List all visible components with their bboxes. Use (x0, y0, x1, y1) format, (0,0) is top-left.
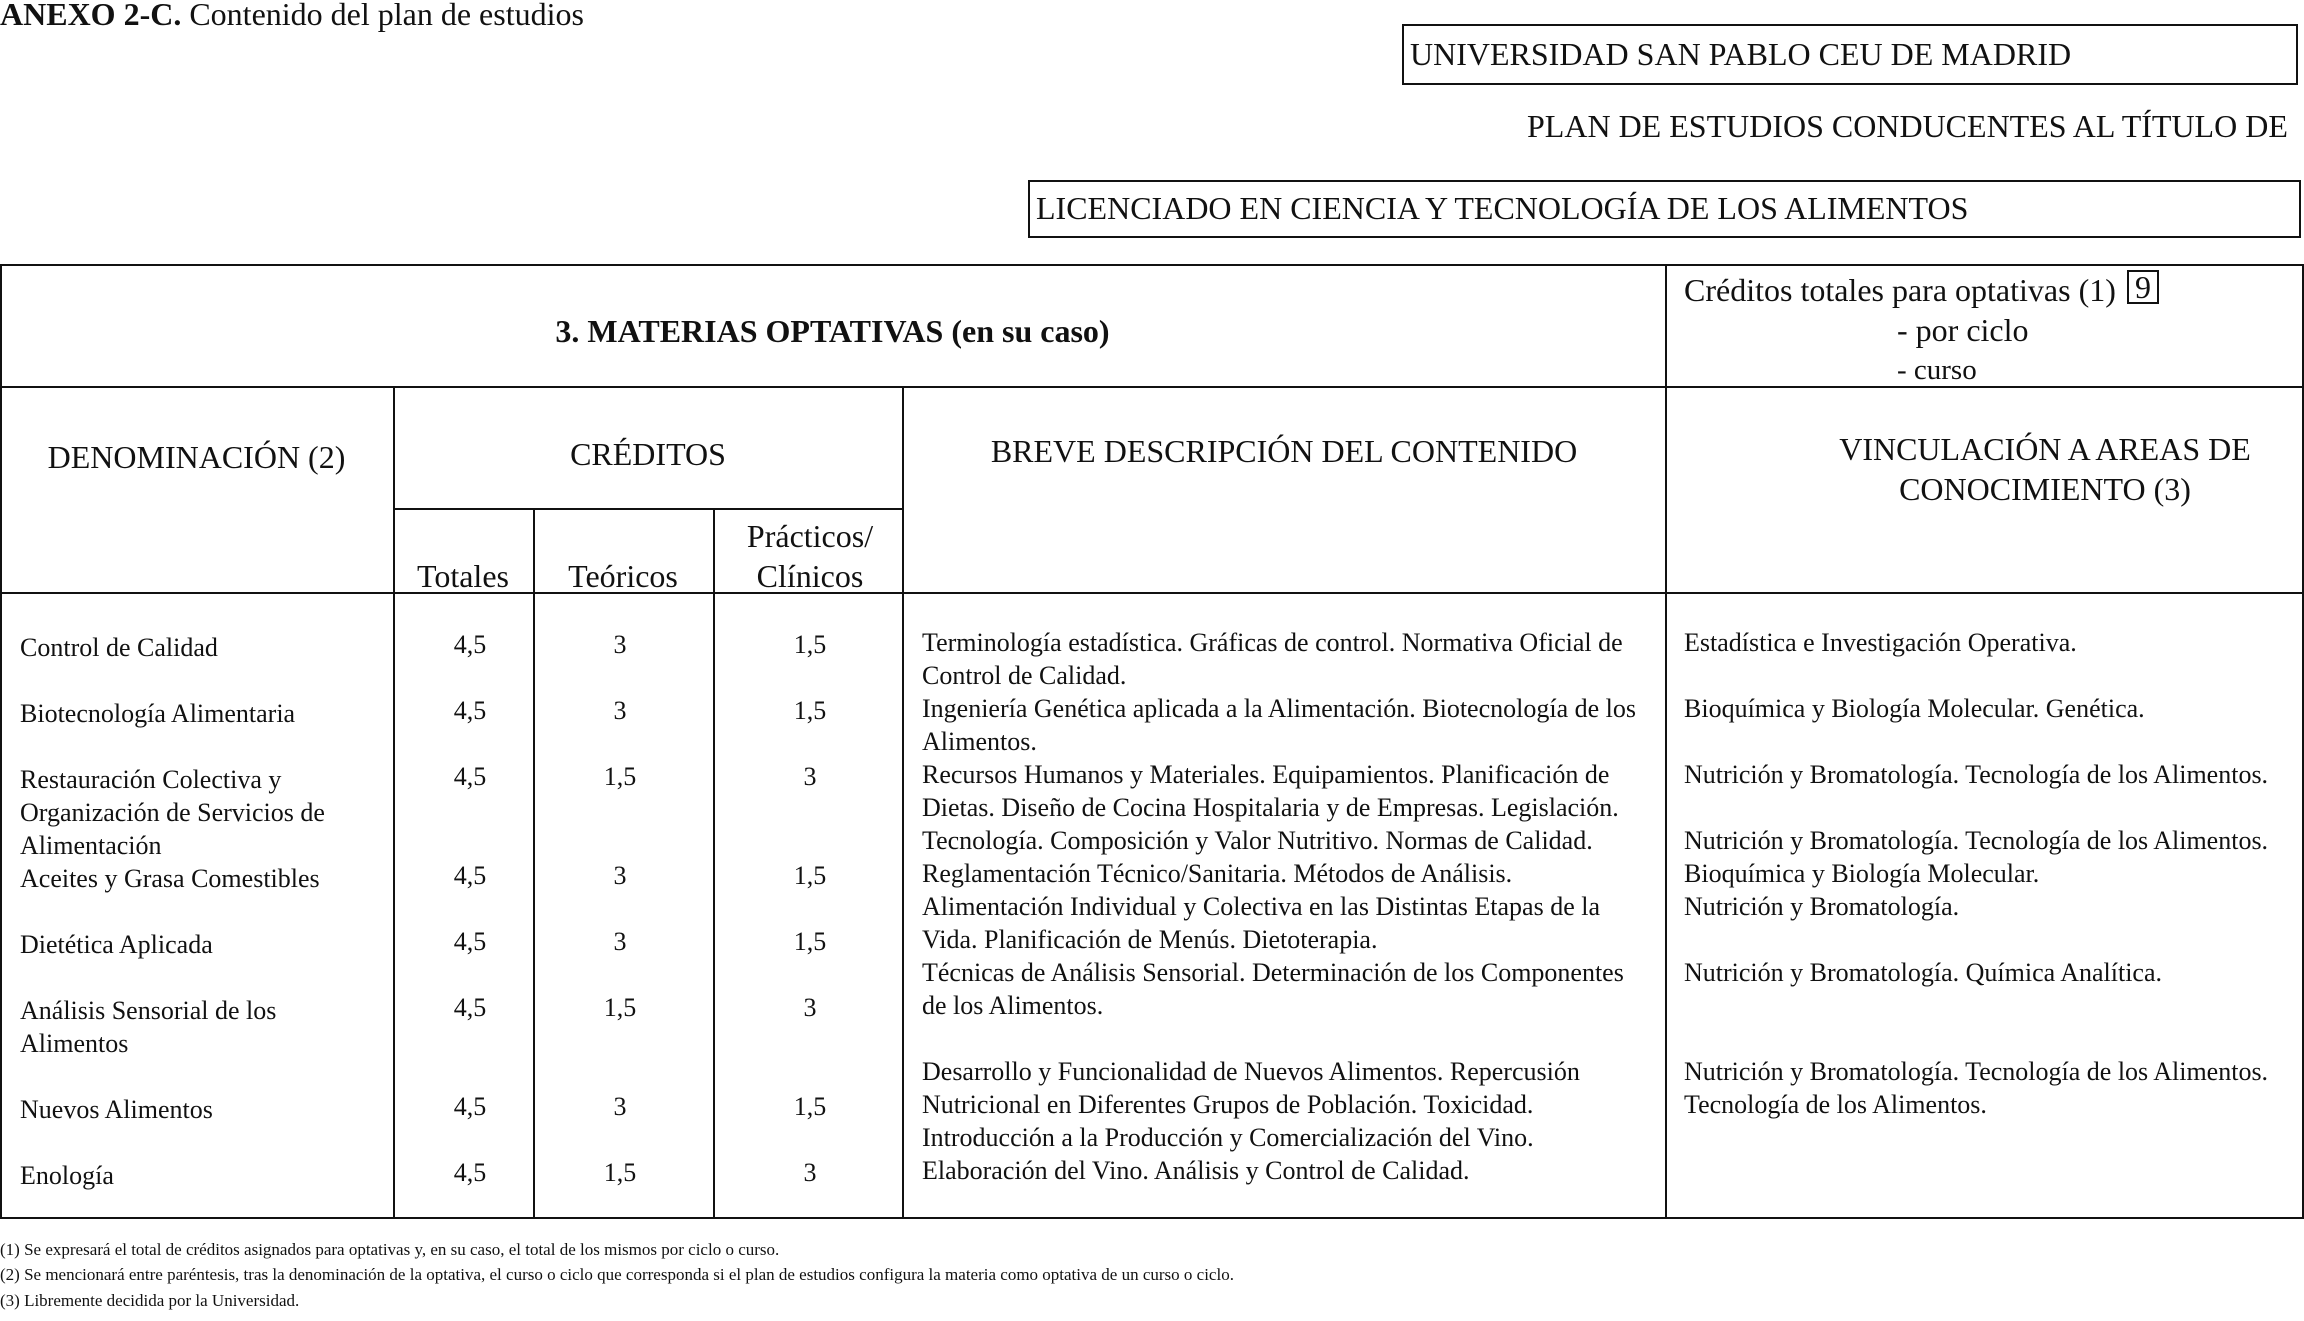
row-practicos: 1,5 (793, 861, 827, 890)
row-teoricos: 3 (613, 861, 627, 890)
row-totales: 4,5 (453, 1092, 487, 1121)
row-teoricos: 3 (613, 927, 627, 956)
row-areas: Tecnología de los Alimentos. (1684, 1090, 1987, 1119)
row-name: Aceites y Grasa Comestibles (20, 864, 320, 893)
university-box (1402, 24, 2298, 85)
degree-box (1028, 180, 2301, 238)
row-teoricos: 3 (613, 1092, 627, 1121)
row-practicos: 1,5 (793, 927, 827, 956)
row-totales: 4,5 (453, 630, 487, 659)
credits-total-box (2127, 270, 2159, 304)
row-description: Alimentación Individual y Colectiva en las Distintas Etapas de la Vida. Planificación de Menús. Dietoterapia. (922, 892, 1600, 954)
row-description: Terminología estadística. Gráficas de control. Normativa Oficial de Control de Calidad. (922, 628, 1623, 690)
row-description: Tecnología. Composición y Valor Nutritivo. Normas de Calidad. Reglamentación Técnico/Sanitaria. Métodos de Análisis. (922, 826, 1593, 888)
areas-column-border (1665, 264, 1667, 1219)
col-header-areas: VINCULACIÓN A AREAS DE CONOCIMIENTO (3) (1839, 431, 2251, 507)
row-name: Análisis Sensorial de los Alimentos (20, 996, 277, 1058)
row-totales: 4,5 (453, 762, 487, 791)
row-description: Técnicas de Análisis Sensorial. Determinación de los Componentes de los Alimentos. (922, 958, 1624, 1020)
row-totales: 4,5 (453, 696, 487, 725)
table-left-border (0, 264, 2, 1219)
credits-total-value: 9 (2135, 269, 2151, 305)
credits-subheader-divider (393, 508, 903, 510)
row-name: Restauración Colectiva y Organización de Servicios de Alimentación (20, 765, 325, 860)
annex-heading (0, 0, 584, 34)
row-teoricos: 3 (613, 630, 627, 659)
row-name: Nuevos Alimentos (20, 1095, 213, 1124)
row-practicos: 1,5 (793, 696, 827, 725)
row-areas: Bioquímica y Biología Molecular. Genética. (1684, 694, 2145, 723)
col-header-credits: CRÉDITOS (570, 436, 726, 472)
row-areas: Estadística e Investigación Operativa. (1684, 628, 2077, 657)
col-header-teoricos: Teóricos (568, 558, 678, 594)
header-bottom-border (0, 592, 2304, 594)
credits-column-border (902, 386, 904, 1219)
row-teoricos: 1,5 (603, 1158, 637, 1187)
teoricos-column-border (713, 508, 715, 1219)
per-cycle: - por ciclo (1897, 312, 2029, 348)
row-description: Ingeniería Genética aplicada a la Alimentación. Biotecnología de los Alimentos. (922, 694, 1636, 756)
annex-title: Contenido del plan de estudios (181, 0, 584, 32)
row-areas: Nutrición y Bromatología. Química Analítica. (1684, 958, 2163, 987)
row-practicos: 3 (803, 993, 817, 1022)
credits-total-label: Créditos totales para optativas (1) (1684, 272, 2116, 308)
row-description: Introducción a la Producción y Comercialización del Vino. Elaboración del Vino. Análisis y Control de Calidad. (922, 1123, 1534, 1185)
row-teoricos: 1,5 (603, 993, 637, 1022)
row-practicos: 3 (803, 1158, 817, 1187)
row-areas: Nutrición y Bromatología. Tecnología de los Alimentos. (1684, 760, 2269, 789)
row-practicos: 3 (803, 762, 817, 791)
per-course: - curso (1897, 354, 1977, 386)
university-name: UNIVERSIDAD SAN PABLO CEU DE MADRID (1410, 36, 2072, 72)
row-name: Control de Calidad (20, 633, 218, 662)
col-header-description: BREVE DESCRIPCIÓN DEL CONTENIDO (990, 433, 1578, 469)
row-description: Recursos Humanos y Materiales. Equipamientos. Planificación de Dietas. Diseño de Cocina Hospitalaria y de Empresas. Legislación. (922, 760, 1619, 822)
annex-label: ANEXO 2-C. (0, 0, 182, 32)
row-name: Enología (20, 1161, 114, 1190)
row-totales: 4,5 (453, 993, 487, 1022)
totales-column-border (533, 508, 535, 1219)
col-header-practicos: Prácticos/ Clínicos (746, 518, 874, 594)
footnote: (1) Se expresará el total de créditos asignados para optativas y, en su caso, el total de los mismos por ciclo o curso. (0, 1240, 780, 1259)
footnote: (3) Libremente decidida por la Universidad. (0, 1291, 300, 1310)
row-name: Biotecnología Alimentaria (20, 699, 296, 728)
row-areas: Nutrición y Bromatología. Tecnología de los Alimentos. Bioquímica y Biología Molecular. (1684, 826, 2269, 888)
row-totales: 4,5 (453, 927, 487, 956)
row-areas: Nutrición y Bromatología. Tecnología de los Alimentos. (1684, 1057, 2269, 1086)
table-top-border (0, 264, 2304, 266)
table-bottom-border (0, 1217, 2304, 1219)
row-name: Dietética Aplicada (20, 930, 213, 959)
row-description: Desarrollo y Funcionalidad de Nuevos Alimentos. Repercusión Nutricional en Diferentes Grupos de Población. Toxicidad. (922, 1057, 1580, 1119)
footnote: (2) Se mencionará entre paréntesis, tras la denominación de la optativa, el curso o ciclo que corresponda si el plan de estudios configura la materia como optativa de un curso o ciclo. (0, 1265, 1234, 1284)
section-title: 3. MATERIAS OPTATIVAS (en su caso) (555, 313, 1110, 349)
row-teoricos: 3 (613, 696, 627, 725)
row-teoricos: 1,5 (603, 762, 637, 791)
row-practicos: 1,5 (793, 1092, 827, 1121)
row-totales: 4,5 (453, 1158, 487, 1187)
col-header-totales: Totales (417, 558, 509, 594)
row-practicos: 1,5 (793, 630, 827, 659)
degree-title: LICENCIADO EN CIENCIA Y TECNOLOGÍA DE LOS ALIMENTOS (1036, 190, 1969, 226)
row-areas: Nutrición y Bromatología. (1684, 892, 1960, 921)
col-header-name: DENOMINACIÓN (2) (47, 439, 346, 475)
row-totales: 4,5 (453, 861, 487, 890)
plan-line: PLAN DE ESTUDIOS CONDUCENTES AL TÍTULO DE (1527, 108, 2288, 144)
name-column-border (393, 386, 395, 1219)
